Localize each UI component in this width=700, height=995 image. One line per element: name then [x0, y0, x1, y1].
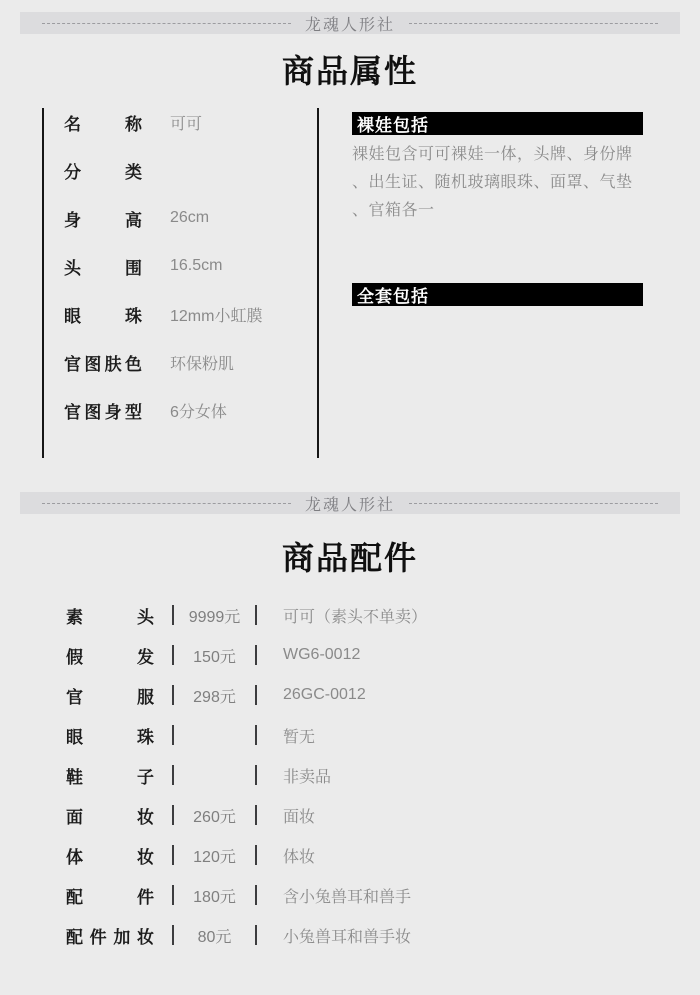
table-row: [0, 755, 700, 795]
table-row: [0, 795, 700, 835]
accessory-price: 150元: [193, 648, 236, 666]
brand-band-middle: [20, 492, 680, 514]
column-divider: [255, 765, 257, 785]
naked-includes-header: 裸娃包括: [352, 112, 643, 135]
accessory-price: 80元: [197, 928, 232, 946]
accessories-table: [0, 595, 700, 955]
table-row: [0, 675, 700, 715]
attr-row-height: [44, 194, 317, 242]
column-divider: [255, 845, 257, 865]
fullset-includes-header: 全套包括: [352, 283, 643, 306]
column-divider: [255, 805, 257, 825]
brand-name: 龙魂人形社: [305, 16, 396, 34]
accessory-description: WG6-0012: [283, 646, 361, 663]
accessory-description: 26GC-0012: [283, 686, 366, 703]
accessory-price: 260元: [193, 808, 236, 826]
table-row: [0, 835, 700, 875]
attr-value: 16.5cm: [170, 257, 223, 274]
brand-name: 龙魂人形社: [305, 496, 396, 514]
accessory-label: 官服: [66, 687, 154, 707]
accessory-label: 素头: [66, 607, 154, 627]
table-row: [0, 635, 700, 675]
table-row: [0, 915, 700, 955]
dashed-rule-left: [42, 23, 291, 24]
brand-band-top: [20, 12, 680, 34]
column-divider: [172, 765, 174, 785]
includes-line: 、出生证、随机玻璃眼珠、面罩、气垫: [352, 174, 633, 191]
attr-label: 官图肤色: [64, 354, 142, 374]
table-row: [0, 595, 700, 635]
accessory-description: 可可（素头不单卖）: [283, 608, 428, 626]
column-divider: [255, 725, 257, 745]
includes-panel: [352, 108, 643, 306]
table-row: [0, 715, 700, 755]
attr-label: 官图身型: [64, 402, 142, 422]
attr-label: 眼珠: [64, 306, 142, 326]
dashed-rule-right: [409, 23, 658, 24]
column-divider: [255, 925, 257, 945]
section-title-attributes: 商品属性: [281, 53, 418, 89]
attr-label: 分类: [64, 162, 142, 182]
dashed-rule-right: [409, 503, 658, 504]
attr-row-body-type: [44, 386, 317, 434]
section-title-accessories: 商品配件: [281, 540, 418, 576]
attr-value: 可可: [170, 115, 203, 133]
includes-line: 、官箱各一: [352, 202, 435, 219]
includes-line: 裸娃包含可可裸娃一体，头牌、身份牌: [352, 146, 633, 163]
accessory-price: 298元: [193, 688, 236, 706]
accessory-description: 暂无: [283, 728, 316, 746]
attr-value: 6分女体: [170, 403, 227, 421]
naked-includes-text: [352, 141, 643, 225]
attributes-list: [42, 108, 319, 458]
attr-label: 身高: [64, 210, 142, 230]
accessory-label: 眼珠: [66, 727, 154, 747]
accessory-label: 面妆: [66, 807, 154, 827]
table-row: [0, 875, 700, 915]
accessory-price: 9999元: [188, 608, 241, 626]
accessory-description: 体妆: [283, 848, 316, 866]
attr-row-head-circumference: [44, 242, 317, 290]
accessory-label: 假发: [66, 647, 154, 667]
dashed-rule-left: [42, 503, 291, 504]
attr-value: 12mm小虹膜: [170, 307, 263, 325]
accessory-price: 120元: [193, 848, 236, 866]
accessory-description: 面妆: [283, 808, 316, 826]
accessory-label: 体妆: [66, 847, 154, 867]
attr-label: 头围: [64, 258, 142, 278]
accessory-description: 非卖品: [283, 768, 332, 786]
column-divider: [255, 685, 257, 705]
accessory-description: 含小兔兽耳和兽手: [283, 888, 412, 906]
attr-row-eyes: [44, 290, 317, 338]
column-divider: [255, 605, 257, 625]
accessory-label: 配件: [66, 887, 154, 907]
attr-value: 环保粉肌: [170, 355, 235, 373]
attr-row-name: [44, 98, 317, 146]
attr-row-skin-color: [44, 338, 317, 386]
accessory-label: 鞋子: [66, 767, 154, 787]
column-divider: [255, 885, 257, 905]
accessory-label: 配件加妆: [66, 927, 154, 947]
attr-row-category: [44, 146, 317, 194]
attr-value: 26cm: [170, 209, 210, 226]
accessory-price: 180元: [193, 888, 236, 906]
column-divider: [172, 725, 174, 745]
column-divider: [255, 645, 257, 665]
attr-label: 名称: [64, 114, 142, 134]
accessory-description: 小兔兽耳和兽手妆: [283, 928, 412, 946]
